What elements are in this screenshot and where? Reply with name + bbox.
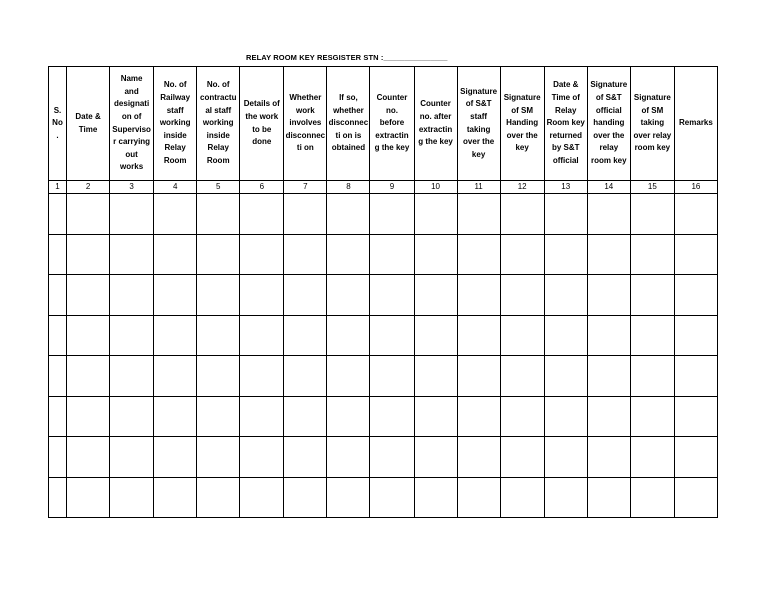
- table-row: [49, 234, 718, 275]
- entry-cell[interactable]: [284, 477, 327, 518]
- entry-cell[interactable]: [414, 396, 457, 437]
- entry-cell[interactable]: [630, 234, 674, 275]
- entry-cell[interactable]: [197, 356, 240, 397]
- entry-cell[interactable]: [370, 356, 414, 397]
- entry-cell[interactable]: [500, 194, 544, 235]
- entry-cell[interactable]: [630, 356, 674, 397]
- column-header: No. of contractu al staff working inside Relay Room: [197, 67, 240, 181]
- entry-cell[interactable]: [67, 396, 110, 437]
- entry-cell[interactable]: [674, 356, 717, 397]
- entry-cell[interactable]: [197, 437, 240, 478]
- entry-cell[interactable]: [457, 315, 500, 356]
- column-number: 12: [500, 181, 544, 194]
- column-number: 9: [370, 181, 414, 194]
- entry-cell[interactable]: [587, 315, 630, 356]
- table-row: [49, 315, 718, 356]
- entry-cell[interactable]: [284, 356, 327, 397]
- entry-cell[interactable]: [67, 275, 110, 316]
- entry-cell[interactable]: [110, 356, 154, 397]
- entry-cell[interactable]: [544, 275, 587, 316]
- column-header: Whether work involves disconnec ti on: [284, 67, 327, 181]
- entry-cell[interactable]: [587, 437, 630, 478]
- entry-cell[interactable]: [67, 315, 110, 356]
- entry-cell[interactable]: [500, 356, 544, 397]
- register-title: RELAY ROOM KEY RESGISTER STN :_______________: [246, 53, 448, 62]
- entry-cell[interactable]: [110, 437, 154, 478]
- entry-cell[interactable]: [370, 477, 414, 518]
- entry-cell[interactable]: [284, 234, 327, 275]
- table-row: [49, 194, 718, 235]
- entry-cell[interactable]: [674, 194, 717, 235]
- column-header: S. No .: [49, 67, 67, 181]
- entry-cell[interactable]: [414, 356, 457, 397]
- entry-cell[interactable]: [284, 396, 327, 437]
- entry-cell[interactable]: [197, 275, 240, 316]
- entry-cell[interactable]: [110, 477, 154, 518]
- entry-cell[interactable]: [544, 356, 587, 397]
- entry-cell[interactable]: [500, 275, 544, 316]
- entry-cell[interactable]: [370, 275, 414, 316]
- entry-cell[interactable]: [587, 477, 630, 518]
- entry-cell[interactable]: [197, 396, 240, 437]
- entry-cell[interactable]: [240, 315, 284, 356]
- entry-cell[interactable]: [154, 234, 197, 275]
- column-number: 7: [284, 181, 327, 194]
- entry-cell[interactable]: [587, 194, 630, 235]
- entry-cell[interactable]: [110, 194, 154, 235]
- entry-cell[interactable]: [110, 275, 154, 316]
- column-header: Counter no. after extractin g the key: [414, 67, 457, 181]
- register-table: [48, 66, 718, 518]
- entry-cell[interactable]: [414, 315, 457, 356]
- entry-cell[interactable]: [500, 477, 544, 518]
- entry-cell[interactable]: [67, 477, 110, 518]
- entry-cell[interactable]: [630, 275, 674, 316]
- entry-cell[interactable]: [284, 437, 327, 478]
- entry-cell[interactable]: [370, 437, 414, 478]
- entry-cell[interactable]: [49, 275, 67, 316]
- entry-cell[interactable]: [370, 315, 414, 356]
- entry-cell[interactable]: [457, 194, 500, 235]
- entry-cell[interactable]: [544, 437, 587, 478]
- entry-cell[interactable]: [327, 234, 370, 275]
- column-header: If so, whether disconnec ti on is obtained: [327, 67, 370, 181]
- table-row: [49, 477, 718, 518]
- entry-cell[interactable]: [240, 194, 284, 235]
- entry-cell[interactable]: [110, 234, 154, 275]
- entry-cell[interactable]: [414, 234, 457, 275]
- entry-cell[interactable]: [327, 356, 370, 397]
- column-number: 10: [414, 181, 457, 194]
- entry-cell[interactable]: [197, 315, 240, 356]
- entry-cell[interactable]: [197, 477, 240, 518]
- entry-cell[interactable]: [327, 194, 370, 235]
- entry-cell[interactable]: [370, 234, 414, 275]
- entry-cell[interactable]: [587, 234, 630, 275]
- column-number: 15: [630, 181, 674, 194]
- header-row: [49, 67, 718, 181]
- entry-cell[interactable]: [49, 194, 67, 235]
- entry-cell[interactable]: [154, 477, 197, 518]
- entry-cell[interactable]: [500, 315, 544, 356]
- column-header: Remarks: [674, 67, 717, 181]
- entry-cell[interactable]: [197, 194, 240, 235]
- entry-cell[interactable]: [457, 437, 500, 478]
- entry-cell[interactable]: [110, 396, 154, 437]
- entry-cell[interactable]: [327, 437, 370, 478]
- entry-cell[interactable]: [284, 315, 327, 356]
- entry-cell[interactable]: [240, 396, 284, 437]
- entry-cell[interactable]: [544, 194, 587, 235]
- entry-cell[interactable]: [674, 477, 717, 518]
- entry-cell[interactable]: [49, 234, 67, 275]
- column-header: Signature of S&T official handing over the relay room key: [587, 67, 630, 181]
- entry-cell[interactable]: [370, 194, 414, 235]
- entry-cell[interactable]: [67, 234, 110, 275]
- entry-cell[interactable]: [457, 234, 500, 275]
- entry-cell[interactable]: [67, 194, 110, 235]
- column-number: 4: [154, 181, 197, 194]
- entry-cell[interactable]: [630, 396, 674, 437]
- entry-cell[interactable]: [49, 315, 67, 356]
- entry-cell[interactable]: [674, 437, 717, 478]
- entry-cell[interactable]: [240, 356, 284, 397]
- entry-cell[interactable]: [457, 356, 500, 397]
- entry-cell[interactable]: [674, 315, 717, 356]
- entry-cell[interactable]: [240, 234, 284, 275]
- column-number: 5: [197, 181, 240, 194]
- entry-cell[interactable]: [154, 356, 197, 397]
- entry-cell[interactable]: [240, 275, 284, 316]
- column-number: 3: [110, 181, 154, 194]
- entry-cell[interactable]: [674, 396, 717, 437]
- table-row: [49, 437, 718, 478]
- column-number: 14: [587, 181, 630, 194]
- column-number: 1: [49, 181, 67, 194]
- entry-cell[interactable]: [67, 437, 110, 478]
- entry-cell[interactable]: [240, 437, 284, 478]
- entry-cell[interactable]: [544, 315, 587, 356]
- entry-cell[interactable]: [630, 194, 674, 235]
- entry-cell[interactable]: [154, 315, 197, 356]
- column-header: No. of Railway staff working inside Relay Room: [154, 67, 197, 181]
- entry-cell[interactable]: [457, 477, 500, 518]
- column-number: 16: [674, 181, 717, 194]
- entry-cell[interactable]: [327, 477, 370, 518]
- entry-cell[interactable]: [284, 194, 327, 235]
- entry-cell[interactable]: [67, 356, 110, 397]
- entry-cell[interactable]: [587, 356, 630, 397]
- table-row: [49, 275, 718, 316]
- column-header: Signature of S&T staff taking over the key: [457, 67, 500, 181]
- entry-cell[interactable]: [327, 315, 370, 356]
- entry-cell[interactable]: [49, 477, 67, 518]
- entry-cell[interactable]: [414, 275, 457, 316]
- column-number-row: [49, 181, 718, 194]
- entry-cell[interactable]: [284, 275, 327, 316]
- entry-cell[interactable]: [587, 275, 630, 316]
- entry-cell[interactable]: [154, 275, 197, 316]
- column-number: 11: [457, 181, 500, 194]
- column-number: 8: [327, 181, 370, 194]
- entry-cell[interactable]: [49, 437, 67, 478]
- column-header: Signature of SM taking over relay room key: [630, 67, 674, 181]
- column-header: Date & Time of Relay Room key returned by S&T official: [544, 67, 587, 181]
- column-header: Signature of SM Handing over the key: [500, 67, 544, 181]
- entry-cell[interactable]: [327, 275, 370, 316]
- entry-cell[interactable]: [154, 396, 197, 437]
- column-number: 2: [67, 181, 110, 194]
- column-number: 6: [240, 181, 284, 194]
- entry-cell[interactable]: [544, 396, 587, 437]
- entry-cell[interactable]: [154, 437, 197, 478]
- entry-cell[interactable]: [414, 477, 457, 518]
- entry-cell[interactable]: [370, 396, 414, 437]
- table-row: [49, 396, 718, 437]
- entry-cell[interactable]: [327, 396, 370, 437]
- entry-cell[interactable]: [630, 315, 674, 356]
- entry-cell[interactable]: [154, 194, 197, 235]
- entry-cell[interactable]: [457, 396, 500, 437]
- entry-cell[interactable]: [544, 477, 587, 518]
- entry-cell[interactable]: [49, 356, 67, 397]
- entry-cell[interactable]: [240, 477, 284, 518]
- entry-cell[interactable]: [674, 234, 717, 275]
- entry-cell[interactable]: [457, 275, 500, 316]
- entry-cell[interactable]: [110, 315, 154, 356]
- entry-cell[interactable]: [49, 396, 67, 437]
- column-header: Name and designati on of Superviso r carrying out works: [110, 67, 154, 181]
- entry-cell[interactable]: [197, 234, 240, 275]
- table-row: [49, 356, 718, 397]
- column-header: Counter no. before extractin g the key: [370, 67, 414, 181]
- column-header: Date & Time: [67, 67, 110, 181]
- entry-cell[interactable]: [674, 275, 717, 316]
- entry-cell[interactable]: [500, 234, 544, 275]
- entry-cell[interactable]: [630, 437, 674, 478]
- entry-cell[interactable]: [500, 437, 544, 478]
- entry-cell[interactable]: [414, 194, 457, 235]
- entry-cell[interactable]: [587, 396, 630, 437]
- entry-cell[interactable]: [500, 396, 544, 437]
- entry-cell[interactable]: [544, 234, 587, 275]
- entry-cell[interactable]: [630, 477, 674, 518]
- column-header: Details of the work to be done: [240, 67, 284, 181]
- entry-cell[interactable]: [414, 437, 457, 478]
- column-number: 13: [544, 181, 587, 194]
